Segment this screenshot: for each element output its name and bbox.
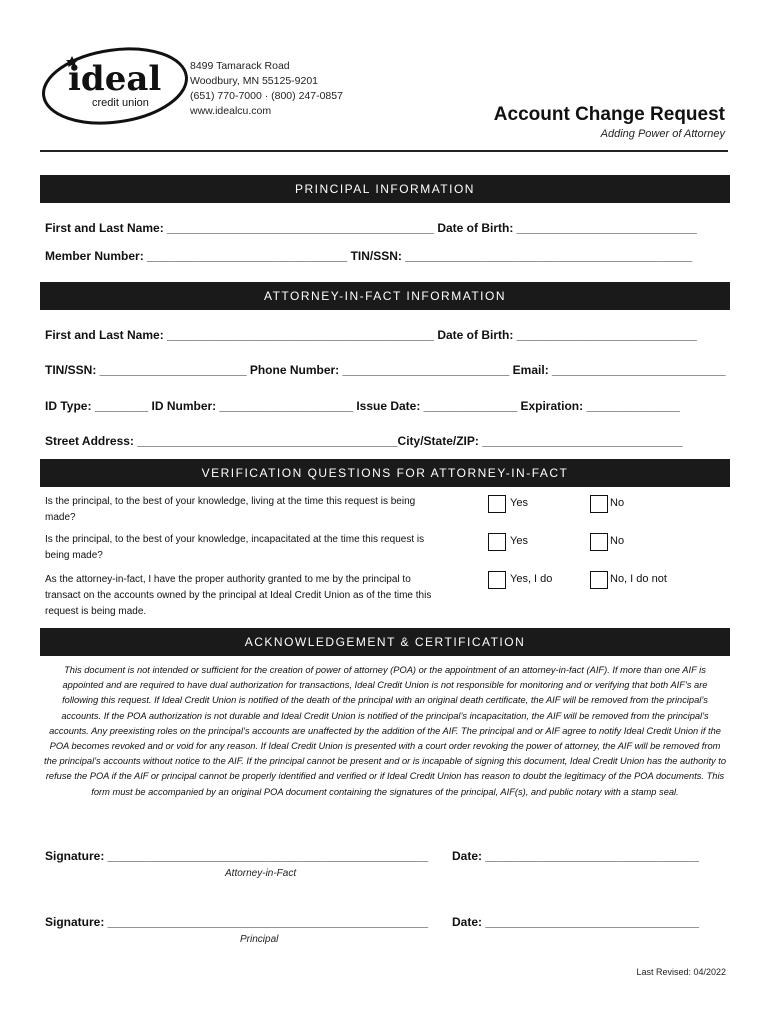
revision-date: Last Revised: 04/2022 [636,967,726,977]
aif-date-field[interactable]: Date: ________________________________ [452,849,699,863]
no-checkbox[interactable] [590,495,608,513]
checkbox-label: Yes [510,535,528,547]
checkbox-label: No [610,497,625,509]
checkbox-label: No, I do not [610,573,667,585]
aif-signature-field[interactable]: Signature: ________________________________________________ [45,849,429,863]
logo-sub: credit union [92,97,149,109]
question-text: Is the principal, to the best of your knowledge, incapacitated at the time this request is being made? [45,534,425,561]
checkbox-label: No [610,535,625,547]
address-block [190,59,343,119]
signature-role-label: Attorney-in-Fact [225,868,297,879]
principal-member-tin-field[interactable]: Member Number: ______________________________ TIN/SSN: ___________________________________________ [45,249,693,263]
question-text: Is the principal, to the best of your knowledge, living at the time this request is being made? [45,496,416,523]
ideal-credit-union-logo [40,46,190,126]
attorney-name-dob-field[interactable]: First and Last Name: ________________________________________ Date of Birth: ___________________________ [45,328,697,342]
yes-checkbox[interactable] [488,571,506,589]
header-divider [40,150,728,152]
yes-checkbox[interactable] [488,533,506,551]
address-line: 8499 Tamarack Road [190,60,290,72]
form-subtitle: Adding Power of Attorney [600,128,725,140]
signature-role-label: Principal [240,934,279,945]
checkbox-label: Yes, I do [510,573,553,585]
acknowledgement-text: This document is not intended or sufficient for the creation of power of attorney (POA) or the appointment of an attorney-in-fact (AIF). If more than one AIF is appointed and are required to have dual authorization for transactions, Ideal Credit Union is not responsible for monitoring and or verifying that both AIF’s are following this request. If Ideal Credit Union is notified of the death of the principal with an original death certificate, the AIF will be removed from the principal’s accounts. If the POA authorization is not durable and Ideal Credit Union is notified of the principal’s incapacitation, the AIF will be removed from the principal’s accounts. Any preexisting roles on the principal’s accounts are unaffected by the addition of the AIF. The principal and or AIF agree to notify Ideal Credit Union if the POA becomes revoked and or void for any reason. If Ideal Credit Union is presented with a court order revoking the power of attorney, the AIF will be removed from the principal’s accounts without notice to the AIF. If the principal cannot be present and or is incapable of signing this document, Ideal Credit Union has the authority to refuse the POA if the AIF or principal cannot be properly identified and verified or if Ideal Credit Union has reason to doubt the legitimacy of the POA documents. This form must be accompanied by an original POA document containing the signatures of the principal, AIF(s), and public notary with a stamp seal. [44,665,727,797]
question-text: As the attorney-in-fact, I have the proper authority granted to me by the principal to transact on the accounts owned by the principal at Ideal Credit Union as of the time this request is being made. [45,574,432,617]
attorney-address-field[interactable]: Street Address: _______________________________________City/State/ZIP: ______________________________ [45,434,683,448]
principal-date-field[interactable]: Date: ________________________________ [452,915,699,929]
attorney-id-field[interactable]: ID Type: ________ ID Number: ____________________ Issue Date: ______________ Expiration: ______________ [45,399,680,413]
attorney-tin-phone-email-field[interactable]: TIN/SSN: ______________________ Phone Number: _________________________ Email: __________________________ [45,363,726,377]
phone-line: (651) 770-7000 · (800) 247-0857 [190,90,343,102]
logo-word: ideal [68,59,162,99]
no-checkbox[interactable] [590,571,608,589]
yes-checkbox[interactable] [488,495,506,513]
section-header-verification: VERIFICATION QUESTIONS FOR ATTORNEY-IN-FACT [40,459,730,487]
website-link[interactable]: www.idealcu.com [190,105,272,117]
checkbox-label: Yes [510,497,528,509]
section-header-acknowledgement: ACKNOWLEDGEMENT & CERTIFICATION [40,628,730,656]
form-title: Account Change Request [493,104,725,125]
section-header-attorney: ATTORNEY-IN-FACT INFORMATION [40,282,730,310]
address-line: Woodbury, MN 55125-9201 [190,75,319,87]
no-checkbox[interactable] [590,533,608,551]
principal-name-dob-field[interactable]: First and Last Name: ________________________________________ Date of Birth: ___________________________ [45,221,697,235]
section-header-principal: PRINCIPAL INFORMATION [40,175,730,203]
principal-signature-field[interactable]: Signature: ________________________________________________ [45,915,429,929]
